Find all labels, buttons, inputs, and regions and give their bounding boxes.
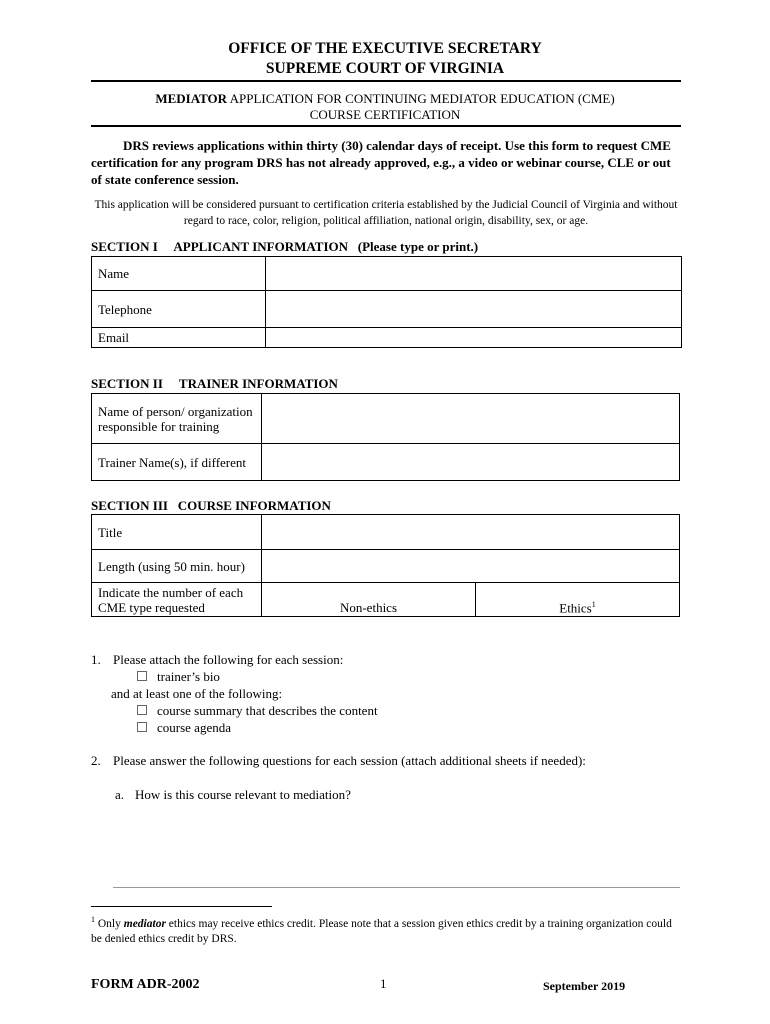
footnote-rule bbox=[91, 906, 272, 907]
course-table bbox=[91, 514, 680, 617]
section1-heading: SECTION I APPLICANT INFORMATION (Please type or print.) bbox=[91, 239, 479, 254]
item1-text: Please attach the following for each session: bbox=[113, 652, 344, 667]
summary-label: course summary that describes the content bbox=[157, 703, 378, 718]
trainer-table bbox=[91, 393, 680, 481]
summary-checkbox-row[interactable] bbox=[137, 702, 378, 719]
organization-label: Name of person/ organization responsible for training bbox=[92, 394, 262, 444]
form-number: FORM ADR-2002 bbox=[91, 977, 200, 992]
item2-number: 2. bbox=[91, 753, 101, 768]
trainers-field[interactable] bbox=[262, 444, 680, 481]
telephone-label: Telephone bbox=[92, 291, 266, 328]
bio-label: trainer’s bio bbox=[157, 669, 220, 684]
section3-heading: SECTION III COURSE INFORMATION bbox=[91, 498, 331, 513]
title-label: Title bbox=[92, 515, 262, 550]
item1-number: 1. bbox=[91, 652, 101, 667]
footnote bbox=[91, 912, 681, 947]
non-ethics-field[interactable] bbox=[262, 583, 476, 617]
ethics-label: Ethics bbox=[559, 600, 592, 615]
organization-field[interactable] bbox=[262, 394, 680, 444]
applicant-table bbox=[91, 256, 682, 348]
section2-heading: SECTION II TRAINER INFORMATION bbox=[91, 376, 338, 391]
court-title: SUPREME COURT OF VIRGINIA bbox=[265, 60, 505, 77]
form-date: September 2019 bbox=[543, 979, 626, 993]
trainers-label: Trainer Name(s), if different bbox=[92, 444, 262, 481]
footnote-mark: 1 bbox=[91, 915, 95, 924]
footnote-only: Only bbox=[95, 917, 124, 930]
question-a-label: a. bbox=[115, 787, 125, 802]
length-label: Length (using 50 min. hour) bbox=[92, 550, 262, 583]
item2-text: Please answer the following questions for each session (attach additional sheets if needed): bbox=[113, 753, 586, 768]
length-field[interactable] bbox=[262, 550, 680, 583]
application-title-rest: APPLICATION FOR CONTINUING MEDIATOR EDUCATION (CME) bbox=[227, 91, 615, 106]
application-title bbox=[0, 91, 770, 107]
agenda-checkbox-row[interactable] bbox=[137, 719, 231, 736]
cme-type-label: Indicate the number of each CME type requested bbox=[92, 583, 262, 617]
checkbox-icon[interactable] bbox=[137, 722, 147, 732]
nondiscrimination-notice: This application will be considered pursuant to certification criteria established by the Judicial Council of Virginia and without regard to race, color, religion, political affiliation, national origin, disability, sex, or age. bbox=[94, 199, 678, 227]
header-rule-top bbox=[91, 80, 681, 82]
title-field[interactable] bbox=[262, 515, 680, 550]
ethics-field[interactable] bbox=[476, 583, 680, 617]
intro-text: DRS reviews applications within thirty (30) calendar days of receipt. Use this form to request CME certification for any program DRS has not already approved, e.g., a video or webinar course, CLE or out of state conference session. bbox=[91, 138, 671, 187]
non-ethics-label: Non-ethics bbox=[339, 600, 398, 615]
checkbox-icon[interactable] bbox=[137, 671, 147, 681]
office-title: OFFICE OF THE EXECUTIVE SECRETARY bbox=[228, 40, 542, 57]
answer-line[interactable] bbox=[113, 887, 680, 888]
question-a-text: How is this course relevant to mediation? bbox=[135, 787, 351, 802]
mediator-word: MEDIATOR bbox=[155, 91, 228, 106]
footnote-mediator: mediator bbox=[123, 917, 166, 930]
footnote-text: ethics may receive ethics credit. Please note that a session given ethics credit by a training organization could be denied ethics credit by DRS. bbox=[91, 917, 672, 945]
checkbox-icon[interactable] bbox=[137, 705, 147, 715]
email-label: Email bbox=[92, 328, 266, 348]
page-number: 1 bbox=[380, 976, 387, 991]
telephone-field[interactable] bbox=[266, 291, 682, 328]
ethics-footnote-mark: 1 bbox=[591, 599, 596, 609]
name-field[interactable] bbox=[266, 257, 682, 291]
bio-checkbox-row[interactable] bbox=[137, 668, 220, 685]
item1-more: and at least one of the following: bbox=[111, 686, 283, 701]
header-rule-bottom bbox=[91, 125, 681, 127]
name-label: Name bbox=[92, 257, 266, 291]
application-subtitle: COURSE CERTIFICATION bbox=[309, 107, 461, 122]
agenda-label: course agenda bbox=[157, 720, 231, 735]
email-field[interactable] bbox=[266, 328, 682, 348]
